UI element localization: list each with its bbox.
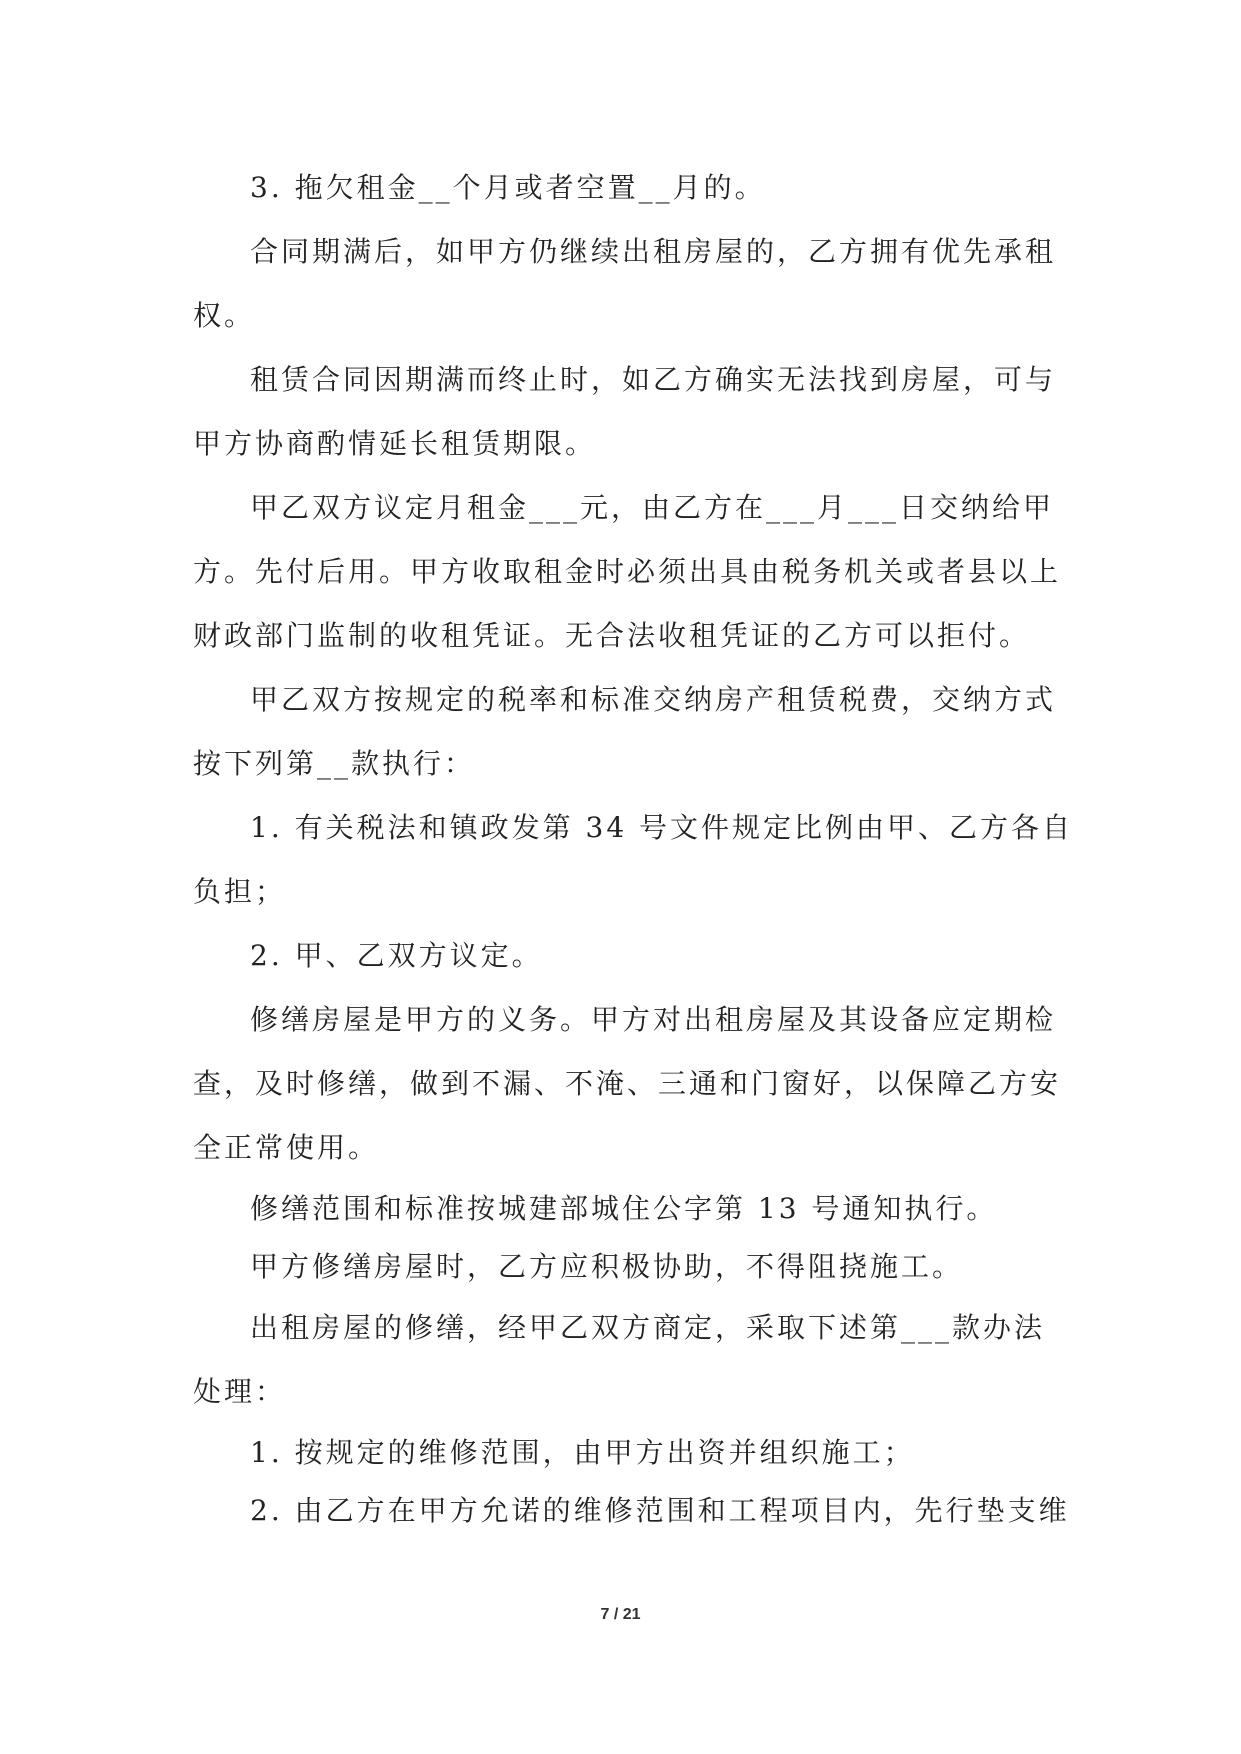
paragraph-line: 查，及时修缮，做到不漏、不淹、三通和门窗好，以保障乙方安 <box>193 1067 1062 1100</box>
paragraph-line: 1. 有关税法和镇政发第 34 号文件规定比例由甲、乙方各自 <box>250 811 1074 844</box>
paragraph-line: 租赁合同因期满而终止时，如乙方确实无法找到房屋，可与 <box>250 363 1057 396</box>
paragraph-line: 甲方协商酌情延长租赁期限。 <box>193 427 597 460</box>
page-number: 7 / 21 <box>600 1606 641 1623</box>
paragraph-line: 权。 <box>193 299 256 332</box>
paragraph-line: 方。先付后用。甲方收取租金时必须出具由税务机关或者县以上 <box>193 555 1062 588</box>
document-body <box>193 156 1074 1540</box>
paragraph-line: 1. 按规定的维修范围，由甲方出资并组织施工； <box>250 1436 915 1469</box>
paragraph-line: 出租房屋的修缮，经甲乙双方商定，采取下述第___款办法 <box>250 1311 1046 1344</box>
paragraph-line: 甲乙双方按规定的税率和标准交纳房产租赁税费，交纳方式 <box>250 683 1057 716</box>
paragraph-line: 甲方修缮房屋时，乙方应积极协助，不得阻挠施工。 <box>250 1250 964 1283</box>
paragraph-line: 合同期满后，如甲方仍继续出租房屋的，乙方拥有优先承租 <box>250 235 1057 268</box>
paragraph-line: 按下列第__款执行： <box>193 747 476 780</box>
paragraph-line: 处理： <box>193 1375 287 1408</box>
paragraph-line: 负担； <box>193 875 287 908</box>
paragraph-line: 全正常使用。 <box>193 1131 380 1164</box>
paragraph-line: 修缮范围和标准按城建部城住公字第 13 号通知执行。 <box>250 1192 998 1225</box>
paragraph-line: 修缮房屋是甲方的义务。甲方对出租房屋及其设备应定期检 <box>250 1003 1057 1036</box>
paragraph-line: 2. 由乙方在甲方允诺的维修范围和工程项目内，先行垫支维 <box>250 1494 1070 1527</box>
paragraph-line: 甲乙双方议定月租金___元，由乙方在___月___日交纳给甲 <box>250 491 1055 524</box>
paragraph-line: 3. 拖欠租金__个月或者空置__月的。 <box>250 171 766 204</box>
paragraph-line: 财政部门监制的收租凭证。无合法收租凭证的乙方可以拒付。 <box>193 619 1031 652</box>
paragraph-line: 2. 甲、乙双方议定。 <box>250 939 543 972</box>
